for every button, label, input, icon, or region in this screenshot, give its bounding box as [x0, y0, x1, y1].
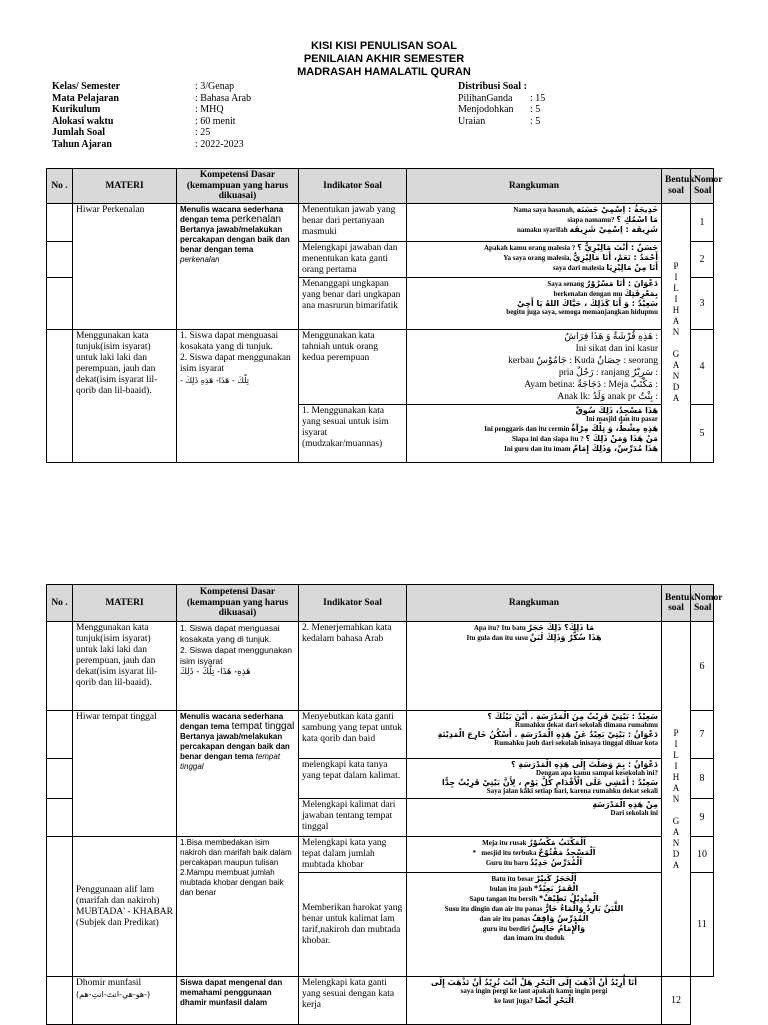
- rk-latin: dan imam itu duduk: [503, 934, 565, 942]
- rk-arab: بِمَعْرِفَتِكَ: [624, 288, 658, 298]
- materi-text: Hiwar Perkenalan: [76, 204, 145, 215]
- cell-no: [47, 837, 73, 977]
- rk-latin: Siapa ini dan siapa itu ?: [511, 434, 584, 443]
- rk-latin: Itu gula dan itu susu: [466, 634, 528, 642]
- cell-kd: [177, 837, 299, 977]
- distribusi-label-pg: PilihanGanda: [458, 92, 513, 104]
- rk-latin: Ini guru dan itu imam: [504, 444, 571, 453]
- col-header-indikator: Indikator Soal: [299, 585, 407, 622]
- table-row: [47, 711, 714, 759]
- col-header-indikator: Indikator Soal: [299, 169, 407, 204]
- rk-arab: مَا ذَلِكَ؟ ذَلِكَ حَجَرٌ: [527, 623, 595, 632]
- cell-materi: Menggunakan kata tunjuk(isim isyarat) untuk laki laki dan perempuan, jauh dan dekat(isim isyarat lil-qorib dan lil-baaid).: [73, 329, 177, 462]
- doc-title-line2: PENILAIAN AKHIR SEMESTER: [303, 53, 465, 65]
- rk-arab: أَنَا مِنْ مَالِيْزِيَا: [606, 262, 658, 272]
- rk-arab: اَلْمَسْجِدُ مَفْتُوْحٌ: [538, 848, 596, 857]
- bentuk-letter: L: [673, 283, 679, 293]
- rk-arab: اللَّبَنُ بَارِدٌ وَالْمَاءُ حَارٌّ: [544, 904, 624, 913]
- bentuk-letter: D: [672, 848, 680, 859]
- rk-arab: شَرِيفَة : اِسْمِيْ شَرِيفَة: [569, 224, 658, 234]
- cell-rangkuman: [407, 873, 662, 977]
- cell-rangkuman: [407, 203, 662, 241]
- rk-arab: مَنْ هَذَا وَمَنْ ذَلِكَ ؟: [585, 433, 658, 443]
- rk-arab: دَعْوَانَ : أَنَا مَسْرُوْرٌ: [585, 278, 658, 288]
- bentuk-letter: L: [673, 749, 679, 760]
- col-header-bentuk: Bentuk soal: [662, 169, 691, 204]
- rk-arab: وَالْإِمَامُ جَالِسٌ: [531, 924, 586, 933]
- col-header-materi: MATERI: [73, 585, 177, 622]
- col-header-rangkuman: Rangkuman: [407, 169, 662, 204]
- cell-nomor: 5: [691, 404, 714, 462]
- cell-nomor: 10: [691, 837, 714, 873]
- cell-indikator: Melengkapi kata yang tepat dalam jumlah mubtada khobar: [299, 837, 407, 873]
- meta-label-kelas: Kelas/ Semester: [52, 81, 121, 92]
- cell-no: [47, 711, 73, 759]
- rk-latin: Rumahku dekat dari sekolah dimana rumahmu: [515, 721, 658, 729]
- rk-arab: هَذَا مُدَرِّسٌ، وَذَلِكَ إِمَامٌ: [572, 443, 658, 453]
- cell-indikator: Menggunakan kata tahniah untuk orang kedua perempuan: [299, 329, 407, 404]
- rk-arab: حَسَنٌ : أَنْتَ مَالِيْزِيٌّ ؟: [577, 242, 658, 252]
- cell-no: [47, 622, 73, 711]
- rk-arab: سَعِيْدٌ : أَمْشِي عَلَى الْأَقْدَامِ كُلَّ يَوْمٍ ، لِأَنَّ بَيْتِيْ قَرِيْبٌ جِدًّا: [442, 778, 658, 787]
- bentuk-letter: I: [674, 760, 678, 771]
- cell-nomor: 12: [662, 977, 691, 1025]
- rk-latin: Ini sikat dan ini kasur: [575, 343, 658, 354]
- kd-arab: - تِلْكَ - هَذَا- هَذِهِ ذَلِكَ: [180, 375, 249, 385]
- bentuk-letter: P: [673, 727, 679, 738]
- bentuk-letter: H: [672, 771, 680, 782]
- cell-rangkuman: [407, 799, 662, 837]
- kd-text: Siswa dapat mengenal dan memahami penggunaan dhamir munfasil dalam: [180, 978, 283, 1007]
- rk-latin: guru itu berdiri: [482, 925, 530, 933]
- meta-value-alokasi: : 60 menit: [195, 115, 236, 127]
- materi-text: Dhomir munfasil: [76, 978, 142, 988]
- cell-indikator: Memberikan harokat yang benar untuk kalimat lam tarif,nakiroh dan mubtada khobar.: [299, 873, 407, 977]
- bentuk-letter: N: [672, 793, 680, 804]
- cell-rangkuman: [407, 277, 662, 329]
- rk-latin: Ya saya orang malesia,: [503, 253, 572, 262]
- meta-block: [52, 81, 352, 153]
- bentuk-letter: D: [672, 382, 680, 392]
- cell-no: [47, 277, 73, 329]
- rk-latin: Dari sekolah ini: [610, 809, 658, 817]
- bentuk-letter: G: [672, 815, 680, 826]
- kisi-table-1: [46, 168, 723, 463]
- cell-rangkuman: [407, 329, 662, 404]
- rk-arab: الْمُدَرِّسُ وَاقِفٌ: [531, 914, 589, 923]
- rk-latin: Saya senang: [547, 279, 585, 288]
- kd-tema: perkenalan: [180, 254, 220, 264]
- cell-kd: [177, 329, 299, 462]
- cell-nomor: 2: [691, 241, 714, 277]
- rk-arab: دَعْوَانُ : بِمَ وَصَلْتَ إِلَى هَذِهِ الْمَدْرَسَةِ ؟: [511, 760, 658, 769]
- cell-nomor: 6: [691, 622, 714, 711]
- kd-text: Menulis wacana sederhana dengan tema: [180, 204, 284, 224]
- kd-tema: tempat tinggal: [231, 721, 295, 732]
- cell-rangkuman: [407, 711, 662, 759]
- cell-no: [47, 241, 73, 277]
- rk-latin: Guru itu baru: [485, 859, 529, 867]
- meta-label-alokasi: Alokasi waktu: [52, 115, 114, 127]
- bentuk-letter: A: [672, 316, 680, 326]
- doc-title-line1: KISI KISI PENULISAN SOAL: [310, 40, 458, 52]
- table-row: [47, 837, 714, 873]
- cell-materi: Penggunaan alif lam (marifah dan nakiroh) MUBTADA' - KHABAR (Subjek dan Predikat): [73, 837, 177, 977]
- col-header-no: No .: [47, 585, 73, 622]
- bentuk-letter: N: [672, 371, 680, 381]
- distribusi-title: Distribusi Soal :: [458, 81, 527, 92]
- distribusi-label-uraian: Uraian: [458, 115, 486, 127]
- materi-arab: (هو-هي-انتَ-انتِ-هم-): [76, 990, 151, 999]
- bentuk-letter: N: [672, 837, 680, 848]
- rk-arab: *الْمِنْدِيْلُ نَظِيْفٌ: [538, 894, 599, 903]
- meta-value-kurikulum: : MHQ: [195, 104, 224, 115]
- cell-indikator: Menanggapi ungkapan yang benar dari ungkapan ana masrurun bimarifatik: [299, 277, 407, 329]
- distribusi-value-jodoh: : 5: [530, 104, 541, 115]
- rk-arab: أَنَا أُرِيْدُ أَنْ أَذْهَبَ إِلَى الْبَحْرِ هَلْ أَنْتَ تُرِيْدُ أَنْ تَذْهَبَ إِلَى: [431, 978, 637, 987]
- rk-latin: mesjid itu terbuka: [481, 849, 537, 857]
- cell-rangkuman: [407, 837, 662, 873]
- rk-latin: Meja itu rusak: [482, 839, 527, 847]
- rk-latin: Dengan apa kamu sampai kesekolah ini?: [536, 769, 658, 777]
- cell-nomor: 8: [691, 759, 714, 799]
- meta-label-kurikulum: Kurikulum: [52, 104, 101, 115]
- rk-latin: Rumahku jauh dari sekolah inisaya tinggal diluar kota: [494, 739, 658, 747]
- rk-latin: Ini masjid dan itu pasar: [586, 414, 658, 423]
- cell-indikator: melengkapi kata tanya yang tepat dalam kalimat.: [299, 759, 407, 799]
- rk-latin: bulan itu jauh: [489, 885, 533, 893]
- cell-nomor: 4: [691, 329, 714, 404]
- rk-latin: dan air itu panas: [479, 915, 531, 923]
- rk-latin: Susu itu dingin dan air itu panas: [444, 905, 543, 913]
- table-row: [47, 203, 714, 241]
- kd-text: Menulis wacana sederhana dengan tema: [180, 712, 284, 731]
- kd-text: 2.Mampu membuat jumlah mubtada khobar dengan baik dan benar: [180, 868, 284, 897]
- table-row: [47, 622, 714, 711]
- meta-value-kelas: : 3/Genap: [195, 81, 235, 92]
- col-header-nomor: Nomor Soal: [691, 585, 714, 622]
- rk-arab: اَلْمُدَرِّسُ جَدِيْدٌ: [529, 858, 583, 867]
- kd-text: 1.Bisa membedakan isim nakiroh dan marifah baik dalam percakapan maupun tulisan: [180, 838, 292, 867]
- rk-arab: هَذِهِ فُرْشَةٌ وَ هَذَا فِرَاشٌ :: [564, 331, 658, 342]
- rk-arab: هَذَا مَسْجِدٌ، ذَلِكَ سُوقٌ: [575, 405, 658, 415]
- bentuk-letter: I: [674, 272, 678, 282]
- cell-no: [47, 203, 73, 241]
- cell-materi: [73, 203, 177, 329]
- rk-arab: هَذِهِ مِشْطٌ، وَ تِلْكَ مِرْآةٌ: [571, 423, 658, 433]
- bentuk-letter: A: [672, 393, 680, 403]
- bentuk-letter: I: [674, 738, 678, 749]
- kd-text: 1. Siswa dapat menguasai kosakata yang di tunjuk.: [180, 330, 279, 352]
- cell-indikator: 2. Menerjemahkan kata kedalam bahasa Arab: [299, 622, 407, 711]
- bentuk-letter: [665, 805, 687, 816]
- cell-no: [47, 329, 73, 462]
- rk-marker: *: [472, 849, 477, 857]
- cell-indikator: Melengkapi kata ganti yang sesuai dengan kata kerja: [299, 977, 407, 1025]
- kd-arab: هَذِهِ- هَذَا- تِلْكَ - ذَلِكَ: [180, 667, 251, 677]
- cell-indikator: Melengkapi jawaban dan menentukan kata ganti orang pertama: [299, 241, 407, 277]
- cell-bentuk-soal: [662, 622, 691, 977]
- cell-indikator: Menentukan jawab yang benar dari pertanyaan masmuki: [299, 203, 407, 241]
- table-row: [47, 977, 714, 1025]
- rk-latin: kerbau جَامُوْسٌ : Kuda حِصَانٌ : seorang: [508, 355, 658, 366]
- meta-value-tahun: : 2022-2023: [195, 138, 244, 150]
- rk-arab: سَعِيْدٌ : بَيْتِيْ قَرِيْبٌ مِنَ الْمَدْرَسَةِ . أَيْنَ بَيْتُكَ ؟: [487, 712, 658, 721]
- rk-arab: مِنْ هَذِهِ الْمَدْرَسَةِ: [592, 800, 658, 809]
- cell-nomor: 1: [691, 203, 714, 241]
- kd-text: Bertanya jawab/melakukan percakapan dengan baik dan benar dengan tema: [180, 732, 290, 761]
- rk-arab: مَا اسْمُكِ ؟: [616, 214, 658, 224]
- cell-materi: Hiwar tempat tinggal: [73, 711, 177, 837]
- kd-tema: perkenalan: [231, 213, 282, 225]
- bentuk-letter: H: [672, 305, 680, 315]
- distribusi-block: [458, 81, 658, 131]
- cell-rangkuman: [407, 759, 662, 799]
- kisi-table-2: [46, 584, 723, 1025]
- rk-latin: Sapu tangan itu bersih: [469, 895, 538, 903]
- cell-nomor: 9: [691, 799, 714, 837]
- bentuk-letter: N: [672, 327, 680, 337]
- rk-arab: *الْقَمَرُ بَعِيْدٌ: [533, 884, 579, 893]
- rk-latin: Nama saya hasanah,: [513, 205, 575, 214]
- rk-latin: saya dari malesia: [552, 263, 605, 272]
- meta-label-mapel: Mata Pelajaran: [52, 92, 119, 104]
- col-header-no: No .: [47, 169, 73, 204]
- cell-materi: Menggunakan kata tunjuk(isim isyarat) untuk laki laki dan perempuan, jauh dan dekat(isim isyarat lil-qorib dan lil-baaid).: [73, 622, 177, 711]
- cell-indikator: Menyebutkan kata ganti sambung yang tepat untuk kata qorib dan baid: [299, 711, 407, 759]
- kd-tema: tempat tinggal: [180, 752, 281, 771]
- rk-latin: saya ingin pergi ke laut apakah kamu ingin pergi: [460, 987, 608, 995]
- bentuk-letter: I: [674, 294, 678, 304]
- distribusi-value-pg: : 15: [530, 92, 546, 104]
- distribusi-label-jodoh: Menjodohkan: [458, 104, 514, 115]
- meta-value-jumlah: : 25: [195, 127, 211, 138]
- rk-latin: ke laut juga?: [494, 997, 533, 1005]
- rk-arab: الْبَحْرِ أَيْضًا: [534, 996, 574, 1005]
- cell-kd: [177, 622, 299, 711]
- meta-value-mapel: : Bahasa Arab: [195, 92, 252, 104]
- cell-rangkuman: [407, 977, 662, 1025]
- rk-latin: berkenalan dengan mu: [553, 289, 623, 298]
- cell-rangkuman: [407, 241, 662, 277]
- meta-label-jumlah: Jumlah Soal: [52, 127, 106, 138]
- cell-kd: [177, 203, 299, 329]
- doc-title-line3: MADRASAH HAMALATIL QURAN: [297, 66, 471, 78]
- bentuk-letter: G: [672, 349, 680, 359]
- rk-arab: دَعْوَانُ : بَيْتِيْ بَعِيْدٌ عَنْ هَذِهِ الْمَدْرَسَةِ . أَسْكُنُ خَارِجَ الْمَدِيْنَةِ: [437, 730, 658, 739]
- rk-latin: Anak lk: وَلَدٌ anak pr بِنْتٌ :: [557, 391, 658, 402]
- rk-latin: Apakah kamu orang malesia ?: [484, 243, 576, 252]
- rk-latin: namaku syarifah: [516, 225, 568, 234]
- bentuk-letter: P: [673, 261, 679, 271]
- rk-arab: أَحْمَدُ : نَعَمْ، أَنَا مَالِيْزِيٌّ: [573, 252, 658, 262]
- rk-arab: هَذَا سُكَّرٌ وَذَلِكَ لَبَنٌ: [529, 633, 602, 642]
- cell-indikator: 1. Menggunakan kata yang sesuai untuk isim isyarat (mudzakar/muannas): [299, 404, 407, 462]
- col-header-rangkuman: Rangkuman: [407, 585, 662, 622]
- cell-no: [47, 977, 73, 1025]
- cell-nomor: 7: [691, 711, 714, 759]
- rk-latin: begitu juga saya, semoga memanjangkan hidupmu: [506, 307, 658, 316]
- bentuk-letter: A: [672, 826, 680, 837]
- col-header-kd: Kompetensi Dasar (kemampuan yang harus dikuasai): [177, 585, 299, 622]
- cell-rangkuman: [407, 622, 662, 711]
- bentuk-letter: A: [672, 360, 680, 370]
- col-header-nomor: Nomor Soal: [691, 169, 714, 204]
- meta-label-tahun: Tahun Ajaran: [52, 138, 112, 150]
- kd-text: Bertanya jawab/melakukan percakapan dengan baik dan benar dengan tema: [180, 224, 290, 254]
- cell-nomor: 3: [691, 277, 714, 329]
- bentuk-letter: A: [672, 782, 680, 793]
- rk-arab: سَعِيْدٌ : وَ أَنَا كَذَلِكَ ، حَيَّاكَ اللهُ يَا أَخِيْ: [517, 298, 658, 308]
- col-header-kd: Kompetensi Dasar (kemampuan yang harus dikuasai): [177, 169, 299, 204]
- cell-no: [47, 799, 73, 837]
- bentuk-letter: [665, 338, 687, 349]
- rk-latin: Apa itu? Itu batu: [473, 624, 526, 632]
- col-header-materi: MATERI: [73, 169, 177, 204]
- kd-text: 1. Siswa dapat menguasai kosakata yang di tunjuk.: [180, 623, 280, 644]
- bentuk-letter: A: [672, 859, 680, 870]
- rk-latin: Ayam betina: دَجَاجَةٌ : Meja مَكْتَبٌ :: [524, 379, 658, 390]
- rk-latin: Batu itu besar: [491, 875, 534, 883]
- distribusi-value-uraian: : 5: [530, 115, 541, 127]
- rk-latin: Ini penggaris dan itu cermin: [484, 424, 570, 433]
- rk-arab: اَلْمَكْتَبُ مَكْسُوْرٌ: [528, 838, 586, 847]
- cell-materi: [73, 977, 177, 1025]
- rk-latin: siapa namamu?: [567, 215, 615, 224]
- rk-arab: اَلْحَجَرُ كَبِيْرٌ: [535, 874, 577, 883]
- cell-indikator: Melengkapi kalimat dari jawaban tentang tempat tinggal: [299, 799, 407, 837]
- cell-kd: [177, 977, 299, 1025]
- cell-rangkuman: [407, 404, 662, 462]
- col-header-bentuk: Bentuk soal: [662, 585, 691, 622]
- rk-arab: خَدِيجَةُ : اِسْمِيْ حَسَنَة: [576, 204, 658, 214]
- table-row: [47, 329, 714, 404]
- kd-text: 2. Siswa dapat menggunakan isim isyarat: [180, 645, 292, 666]
- rk-latin: Saya jalan kaki setiap hari, karena rumahku dekat sekali: [486, 787, 658, 795]
- cell-bentuk-soal: [662, 203, 691, 462]
- rk-latin: pria رَجُلٌ : ranjang سَرِيْرٌ :: [558, 367, 658, 378]
- cell-nomor: 11: [691, 873, 714, 977]
- cell-no: [47, 759, 73, 799]
- cell-kd: [177, 711, 299, 837]
- kd-text: 2. Siswa dapat menggunakan isim isyarat: [180, 352, 291, 374]
